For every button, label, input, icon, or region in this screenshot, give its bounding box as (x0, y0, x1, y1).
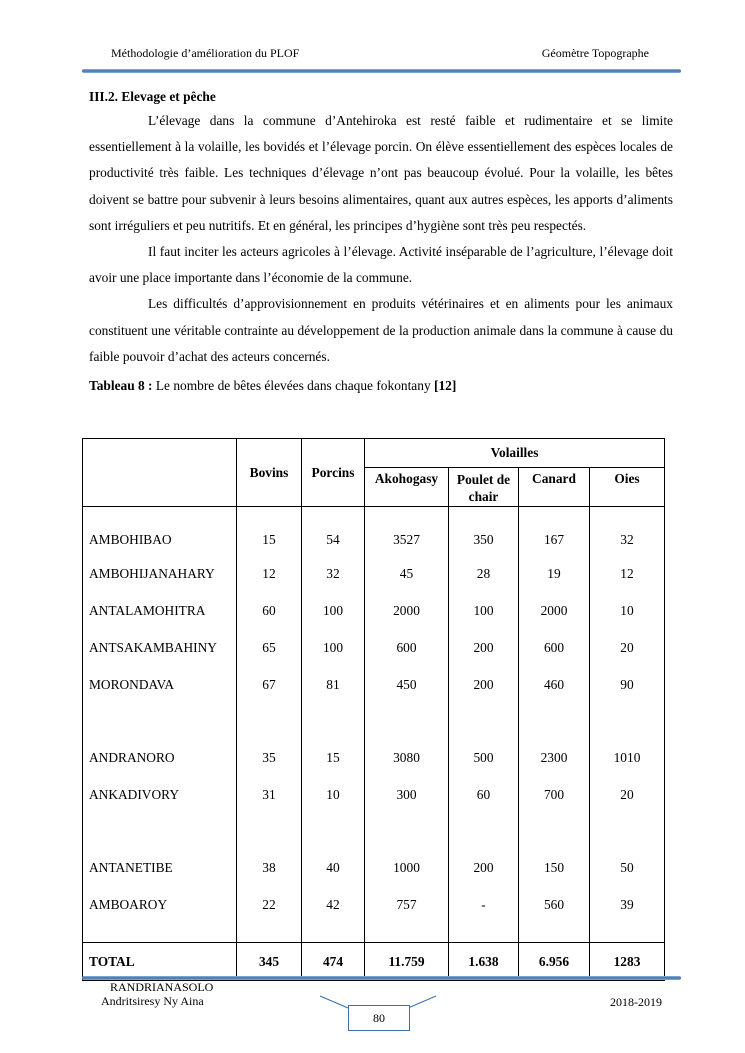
cell-canard: 19 (519, 556, 590, 593)
cell-akohogasy: 300 (365, 776, 449, 814)
spacer-cell (590, 925, 665, 943)
cell-poulet: 60 (449, 776, 519, 814)
cell-canard: 560 (519, 886, 590, 925)
cell-porcins: 42 (302, 886, 365, 925)
cell-canard: 2000 (519, 593, 590, 630)
cell-name: ANTANETIBE (83, 814, 237, 886)
header-left-title: Méthodologie d’amélioration du PLOF (111, 46, 300, 60)
cell-bovins: 38 (237, 814, 302, 886)
header-porcins: Porcins (302, 439, 365, 507)
cell-porcins: 32 (302, 556, 365, 593)
cell-akohogasy: 3080 (365, 704, 449, 776)
cell-name: ANKADIVORY (83, 776, 237, 814)
cell-canard: 167 (519, 507, 590, 556)
spacer-cell (365, 925, 449, 943)
cell-oies: 50 (590, 814, 665, 886)
spacer-cell (519, 925, 590, 943)
cell-bovins: 31 (237, 776, 302, 814)
header-oies: Oies (590, 468, 665, 507)
total-name: TOTAL (83, 943, 237, 981)
header-bovins: Bovins (237, 439, 302, 507)
cell-poulet: 200 (449, 814, 519, 886)
header-volailles: Volailles (365, 439, 665, 468)
cell-canard: 700 (519, 776, 590, 814)
cell-oies: 20 (590, 776, 665, 814)
cell-akohogasy: 45 (365, 556, 449, 593)
header-divider (82, 69, 681, 73)
header-akohogasy: Akohogasy (365, 468, 449, 507)
cell-name: ANTALAMOHITRA (83, 593, 237, 630)
page-content (89, 86, 673, 396)
cell-porcins: 10 (302, 776, 365, 814)
paragraph-1-text: L’élevage dans la commune d’Antehiroka est resté faible et rudimentaire et se limite essentiellement à la volaille, les bovidés et l’élevage porcin. On élève essentiellement des espèces locales de productivité très faible. Les techniques d’élevage n’ont pas beaucoup évolué. Pour la volaille, les bêtes doivent se battre pour subvenir à leurs besoins alimentaires, quant aux autres espèces, les apports d’aliments sont irréguliers et peu nutritifs. Et en général, les principes d’hygiène sont très peu respectés. (89, 113, 673, 233)
cell-poulet: 200 (449, 667, 519, 704)
cell-canard: 150 (519, 814, 590, 886)
table-body (83, 507, 665, 981)
paragraph-2-text: Il faut inciter les acteurs agricoles à l’élevage. Activité inséparable de l’agriculture, l’élevage doit avoir une place importante dans l’économie de la commune. (89, 244, 673, 286)
page-number: 80 (348, 1005, 410, 1031)
table-total-row (83, 943, 665, 981)
table-row (83, 556, 665, 593)
cell-oies: 12 (590, 556, 665, 593)
livestock-table (82, 438, 665, 981)
table-row (83, 507, 665, 556)
cell-canard: 460 (519, 667, 590, 704)
total-poulet: 1.638 (449, 943, 519, 981)
cell-porcins: 81 (302, 667, 365, 704)
table-row (83, 814, 665, 886)
cell-oies: 1010 (590, 704, 665, 776)
paragraph-3-text: Les difficultés d’approvisionnement en produits vétérinaires et en aliments pour les animaux constituent une véritable contrainte au développement de la production animale dans la commune à cause du faible pouvoir d’achat des acteurs concernés. (89, 296, 673, 364)
cell-akohogasy: 2000 (365, 593, 449, 630)
cell-canard: 2300 (519, 704, 590, 776)
table-row (83, 776, 665, 814)
footer-author-line2: Andritsiresy Ny Aina (101, 994, 204, 1008)
cell-oies: 39 (590, 886, 665, 925)
cell-bovins: 67 (237, 667, 302, 704)
cell-porcins: 100 (302, 593, 365, 630)
cell-bovins: 65 (237, 630, 302, 667)
cell-akohogasy: 1000 (365, 814, 449, 886)
cell-poulet: 200 (449, 630, 519, 667)
cell-akohogasy: 757 (365, 886, 449, 925)
cell-name: ANTSAKAMBAHINY (83, 630, 237, 667)
spacer-cell (83, 925, 237, 943)
cell-bovins: 35 (237, 704, 302, 776)
cell-akohogasy: 450 (365, 667, 449, 704)
cell-canard: 600 (519, 630, 590, 667)
paragraph-3 (89, 291, 673, 370)
cell-name: AMBOHIBAO (83, 507, 237, 556)
cell-bovins: 60 (237, 593, 302, 630)
cell-bovins: 12 (237, 556, 302, 593)
cell-akohogasy: 3527 (365, 507, 449, 556)
cell-poulet: - (449, 886, 519, 925)
table-row (83, 667, 665, 704)
footer-author (101, 980, 214, 1008)
cell-porcins: 15 (302, 704, 365, 776)
cell-oies: 10 (590, 593, 665, 630)
header-canard: Canard (519, 468, 590, 507)
total-bovins: 345 (237, 943, 302, 981)
table-row (83, 886, 665, 925)
spacer-cell (449, 925, 519, 943)
table-spacer-row (83, 925, 665, 943)
table-caption (89, 376, 673, 396)
table-row (83, 630, 665, 667)
header-empty (83, 439, 237, 507)
cell-akohogasy: 600 (365, 630, 449, 667)
cell-porcins: 54 (302, 507, 365, 556)
cell-bovins: 22 (237, 886, 302, 925)
cell-oies: 32 (590, 507, 665, 556)
spacer-cell (237, 925, 302, 943)
total-canard: 6.956 (519, 943, 590, 981)
cell-oies: 90 (590, 667, 665, 704)
paragraph-1 (89, 108, 673, 239)
header-poulet: Poulet de chair (449, 468, 519, 507)
total-oies: 1283 (590, 943, 665, 981)
cell-name: ANDRANORO (83, 704, 237, 776)
cell-name: AMBOHIJANAHARY (83, 556, 237, 593)
footer-year: 2018-2019 (610, 995, 662, 1009)
paragraph-2 (89, 239, 673, 291)
cell-poulet: 28 (449, 556, 519, 593)
cell-poulet: 350 (449, 507, 519, 556)
section-title: III.2. Elevage et pêche (89, 89, 216, 104)
caption-label: Tableau 8 : (89, 378, 153, 394)
cell-poulet: 100 (449, 593, 519, 630)
table-row (83, 704, 665, 776)
cell-name: AMBOAROY (83, 886, 237, 925)
table-row (83, 593, 665, 630)
header-right-title: Géomètre Topographe (541, 46, 649, 60)
cell-name: MORONDAVA (83, 667, 237, 704)
footer-author-line1: RANDRIANASOLO (110, 980, 214, 994)
caption-text: Le nombre de bêtes élevées dans chaque fokontany (152, 378, 434, 394)
cell-porcins: 40 (302, 814, 365, 886)
cell-porcins: 100 (302, 630, 365, 667)
spacer-cell (302, 925, 365, 943)
cell-bovins: 15 (237, 507, 302, 556)
caption-ref: [12] (433, 378, 457, 394)
cell-poulet: 500 (449, 704, 519, 776)
total-akohogasy: 11.759 (365, 943, 449, 981)
total-porcins: 474 (302, 943, 365, 981)
cell-oies: 20 (590, 630, 665, 667)
